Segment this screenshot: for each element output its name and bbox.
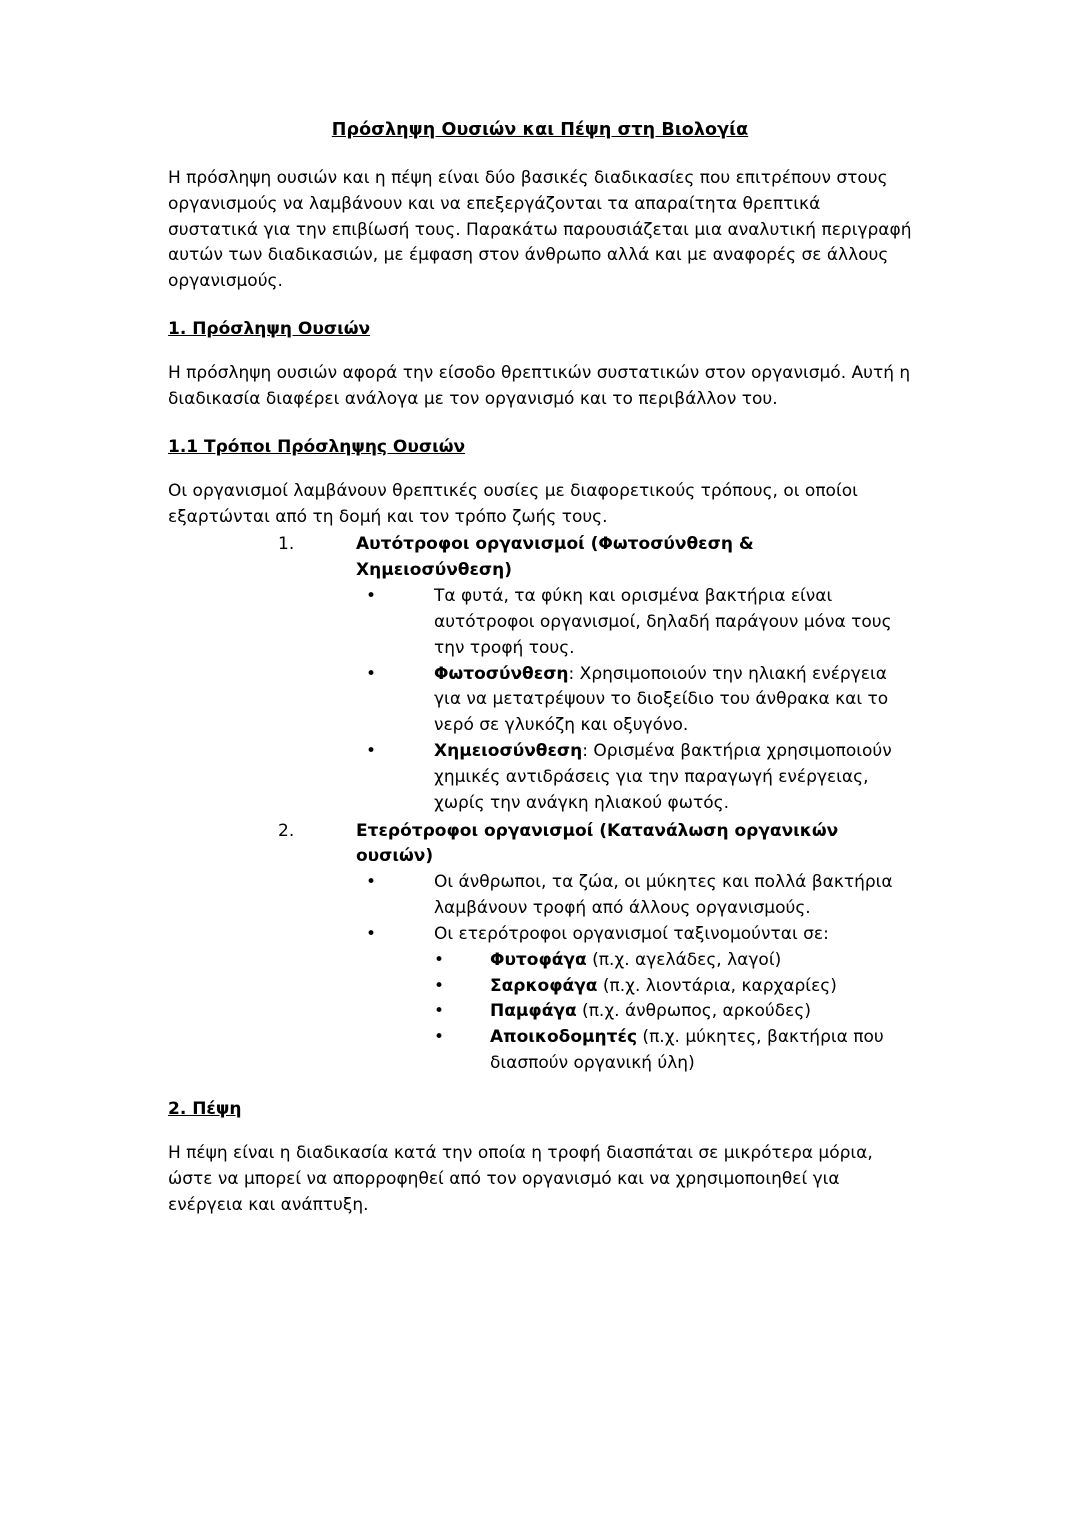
list-item [168,662,912,739]
section-heading-1: 1. Πρόσληψη Ουσιών [168,319,371,340]
intro-paragraph: Η πρόσληψη ουσιών και η πέψη είναι δύο βασικές διαδικασίες που επιτρέπουν στους οργανισμούς να λαμβάνουν και να επεξεργάζονται τα απαραίτητα θρεπτικά συστατικά για την επιβίωσή τους. Παρακάτω παρουσιάζεται μια αναλυτική περιγραφή αυτών των διαδικασιών, με έμφαση στον άνθρωπο αλλά και με αναφορές σε άλλους οργανισμούς. [168,168,912,292]
list-item [168,819,912,871]
bullet-text-rest: (π.χ. λιοντάρια, καρχαρίες) [597,975,837,996]
subsection-1-1-lead: Οι οργανισμοί λαμβάνουν θρεπτικές ουσίες με διαφορετικούς τρόπους, οι οποίοι εξαρτώνται από τη δομή και τον τρόπο ζωής τους. [168,480,858,527]
ordered-list [168,532,912,1076]
bullet-text-rest: Οι ετερότροφοι οργανισμοί ταξινομούνται σε: [434,923,829,944]
bullet-marker: • [434,1027,445,1048]
bullet-marker: • [366,586,377,607]
bullet-text [434,870,912,922]
list-item [168,922,912,948]
bullet-text-rest: : Χρησιμοποιούν την ηλιακή ενέργεια για να μετατρέψουν το διοξείδιο του άνθρακα και το νερό σε γλυκόζη και οξυγόνο. [434,663,889,736]
list-marker: 1. [278,534,295,555]
bullet-text-bold: Φωτοσύνθεση [434,663,569,684]
bullet-text-bold: Σαρκοφάγα [490,975,598,996]
list-item [168,870,912,922]
bullet-marker: • [434,1001,445,1022]
bullet-text [490,999,912,1025]
bullet-text-rest: (π.χ. άνθρωπος, αρκούδες) [576,1001,811,1022]
list-item [168,948,912,974]
bullet-text-bold: Φυτοφάγα [490,949,587,970]
bullet-text-rest: Οι άνθρωποι, τα ζώα, οι μύκητες και πολλά βακτήρια λαμβάνουν τροφή από άλλους οργανισμούς. [434,872,893,919]
bullet-text [434,662,912,739]
list-item [168,1025,912,1077]
list-marker: 2. [278,820,295,841]
bullet-text-rest: Τα φυτά, τα φύκη και ορισμένα βακτήρια είναι αυτότροφοι οργανισμοί, δηλαδή παράγουν μόνα τους την τροφή τους. [434,586,892,658]
list-item [168,974,912,1000]
page-title: Πρόσληψη Ουσιών και Πέψη στη Βιολογία [331,120,749,140]
bullet-marker: • [366,872,377,893]
section-heading-2: 2. Πέψη [168,1098,242,1119]
bullet-marker: • [366,923,377,944]
section-1-paragraph: Η πρόσληψη ουσιών αφορά την είσοδο θρεπτικών συστατικών στον οργανισμό. Αυτή η διαδικασία διαφέρει ανάλογα με τον οργανισμό και το περιβάλλον του. [168,363,911,409]
bullet-text [434,922,912,948]
bullet-text [434,584,912,661]
bullet-marker: • [434,949,445,970]
bullet-text [434,739,912,816]
list-item [168,999,912,1025]
list-item-title: Ετερότροφοι οργανισμοί (Κατανάλωση οργανικών ουσιών) [356,820,839,867]
bullet-text [490,948,912,974]
bullet-text-bold: Αποικοδομητές [490,1027,638,1048]
subsection-heading-1-1: 1.1 Τρόποι Πρόσληψης Ουσιών [168,436,466,457]
list-item [168,532,912,584]
bullet-text-rest: (π.χ. μύκητες, βακτήρια που διασπούν οργανική ύλη) [490,1027,884,1074]
bullet-text-bold: Παμφάγα [490,1001,577,1022]
list-item-title: Αυτότροφοι οργανισμοί (Φωτοσύνθεση & Χημειοσύνθεση) [356,534,754,581]
section-2-paragraph: Η πέψη είναι η διαδικασία κατά την οποία η τροφή διασπάται σε μικρότερα μόρια, ώστε να μπορεί να απορροφηθεί από τον οργανισμό και να χρησιμοποιηθεί για ενέργεια και ανάπτυξη. [168,1142,873,1215]
list-item [168,739,912,816]
list-item [168,584,912,661]
bullet-text [490,1025,912,1077]
bullet-marker: • [434,975,445,996]
bullet-marker: • [366,741,377,762]
bullet-text-rest: : Ορισμένα βακτήρια χρησιμοποιούν χημικές αντιδράσεις για την παραγωγή ενέργειας, χωρίς την ανάγκη ηλιακού φωτός. [434,741,892,813]
bullet-text-rest: (π.χ. αγελάδες, λαγοί) [586,949,782,970]
bullet-text [490,974,912,1000]
bullet-text-bold: Χημειοσύνθεση [434,741,583,762]
spacer [168,1077,912,1099]
bullet-marker: • [366,663,377,684]
